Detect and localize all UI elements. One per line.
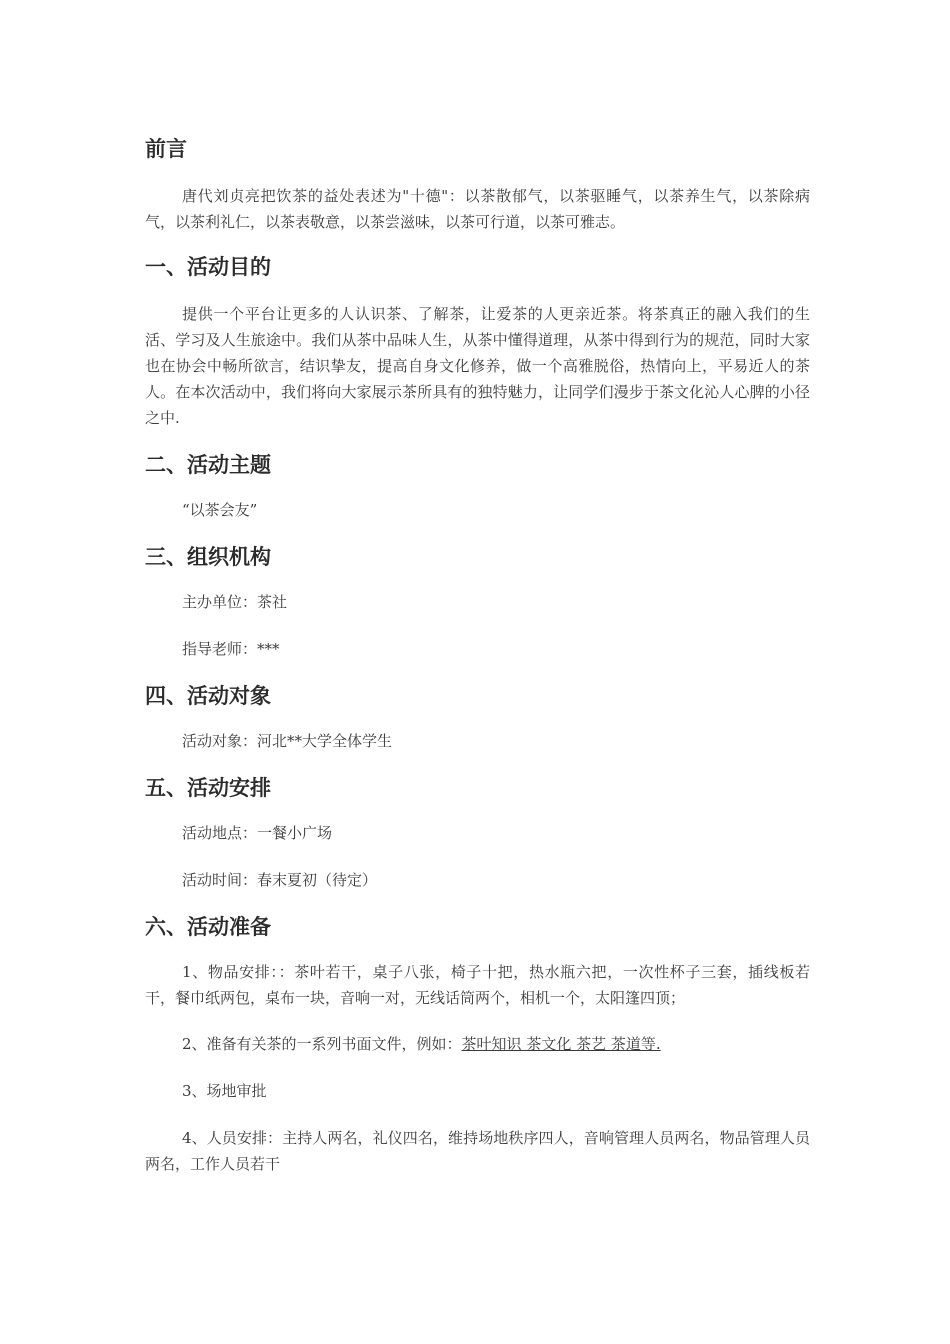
purpose-text: 提供一个平台让更多的人认识茶、了解茶，让爱茶的人更亲近茶。将茶真正的融入我们的生活、学习及人生旅途中。我们从茶中品味人生，从茶中懂得道理，从茶中得到行为的规范，同时大家也在协会中畅所欲言，结识挚友，提高自身文化修养，做一个高雅脱俗，热情向上，平易近人的茶人。在本次活动中，我们将向大家展示茶所具有的独特魅力，让同学们漫步于茶文化沁人心脾的小径之中. <box>145 305 810 427</box>
preparation-item-2 <box>145 1031 810 1057</box>
theme-text: “以茶会友” <box>182 501 258 519</box>
preface-heading: 前言 <box>145 137 187 161</box>
preparation-item-4: 4、人员安排：主持人两名，礼仪四名，维持场地秩序四人，音响管理人员两名，物品管理人员两名，工作人员若干 <box>145 1129 810 1173</box>
document-page <box>145 134 810 1177</box>
arrangement-time: 活动时间：春末夏初（待定） <box>182 871 378 889</box>
audience-heading: 四、活动对象 <box>145 684 271 708</box>
theme-heading: 二、活动主题 <box>145 453 271 477</box>
arrangement-location: 活动地点：一餐小广场 <box>182 824 333 842</box>
preface-text: 唐代刘贞亮把饮茶的益处表述为"十德"：以茶散郁气，以茶驱睡气，以茶养生气，以茶除病气，以茶利礼仁，以茶表敬意，以茶尝滋味，以茶可行道，以茶可雅志。 <box>145 187 810 231</box>
purpose-heading: 一、活动目的 <box>145 255 271 279</box>
organization-heading: 三、组织机构 <box>145 545 271 569</box>
preparation-item-1: 1、物品安排：：茶叶若干，桌子八张，椅子十把，热水瓶六把，一次性杯子三套，插线板若干，餐巾纸两包，桌布一块，音响一对，无线话筒两个，相机一个，太阳篷四顶； <box>145 963 810 1007</box>
preparation-item-3: 3、场地审批 <box>182 1082 267 1100</box>
preparation-item-2-link[interactable]: 茶叶知识 茶文化 茶艺 茶道等. <box>461 1035 661 1053</box>
organization-advisor: 指导老师：*** <box>182 640 280 658</box>
audience-text: 活动对象：河北**大学全体学生 <box>182 732 393 750</box>
organization-host: 主办单位：茶社 <box>182 593 288 611</box>
preparation-item-2-text: 2、准备有关茶的一系列书面文件，例如： <box>182 1035 462 1053</box>
arrangement-heading: 五、活动安排 <box>145 776 271 800</box>
preparation-heading: 六、活动准备 <box>145 915 271 939</box>
